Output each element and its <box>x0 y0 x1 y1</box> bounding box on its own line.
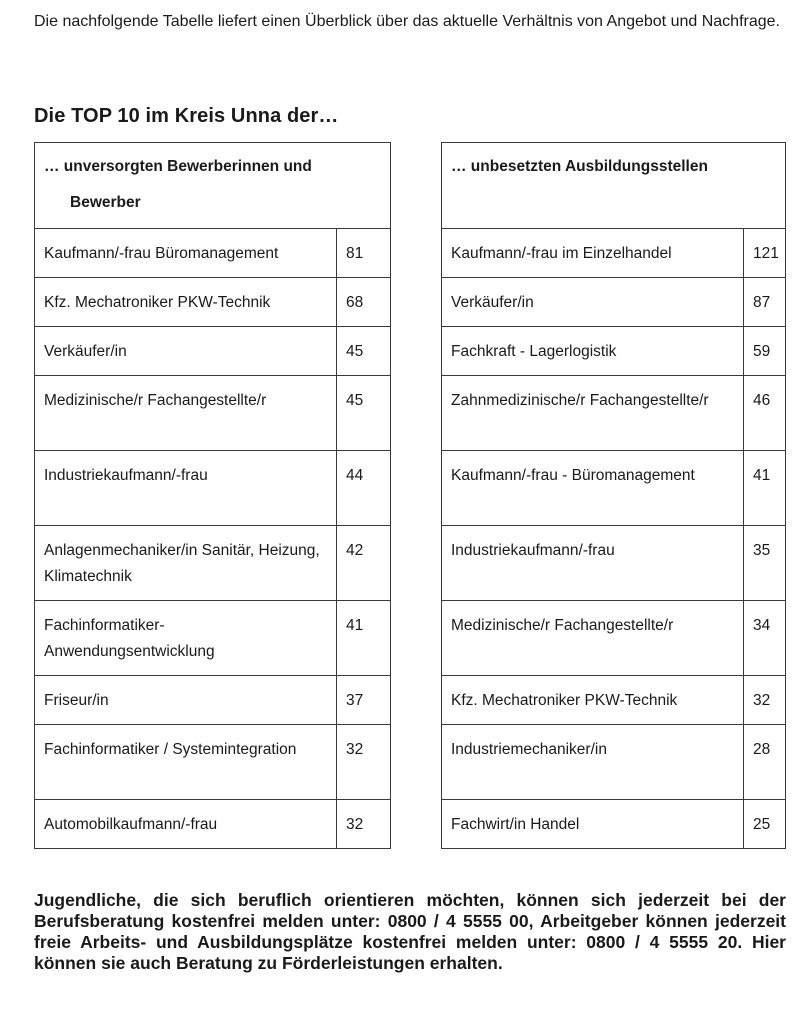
table-row <box>442 229 786 278</box>
count-cell: 45 <box>337 327 391 376</box>
table-row <box>35 229 391 278</box>
table-row <box>35 376 391 451</box>
count-cell: 35 <box>744 526 786 601</box>
count-cell: 59 <box>744 327 786 376</box>
top10-unplaced-applicants-table <box>34 142 391 849</box>
intro-text: Die nachfolgende Tabelle liefert einen Überblick über das aktuelle Verhältnis von Angebot und Nachfrage. <box>34 13 780 30</box>
table-row <box>442 800 786 849</box>
occupation-cell: Verkäufer/in <box>442 278 744 327</box>
table-row <box>35 327 391 376</box>
table-body-right <box>442 229 786 849</box>
count-cell: 25 <box>744 800 786 849</box>
count-cell: 46 <box>744 376 786 451</box>
header-line-2: Bewerber <box>70 194 141 211</box>
occupation-cell: Kfz. Mechatroniker PKW-Technik <box>442 676 744 725</box>
table-body-left <box>35 229 391 849</box>
table-row <box>442 725 786 800</box>
table-row <box>35 676 391 725</box>
count-cell: 32 <box>744 676 786 725</box>
table-row <box>442 327 786 376</box>
table-row <box>442 451 786 526</box>
table-row <box>442 601 786 676</box>
table-row <box>442 676 786 725</box>
count-cell: 41 <box>337 601 391 676</box>
occupation-cell: Friseur/in <box>35 676 337 725</box>
occupation-cell: Kfz. Mechatroniker PKW-Technik <box>35 278 337 327</box>
count-cell: 81 <box>337 229 391 278</box>
count-cell: 44 <box>337 451 391 526</box>
occupation-cell: Fachinformatiker / Systemintegration <box>35 725 337 800</box>
header-line-1: … unversorgten Bewerberinnen und <box>44 158 312 175</box>
count-cell: 32 <box>337 800 391 849</box>
table-row <box>442 526 786 601</box>
occupation-cell: Industriemechaniker/in <box>442 725 744 800</box>
footer-contact-text: Jugendliche, die sich beruflich orientieren möchten, können sich jederzeit bei der Berufsberatung kostenfrei melden unter: 0800 / 4 5555 00, Arbeitgeber können jederzeit freie Arbeits- und Ausbildungsplätze kostenfrei melden unter: 0800 / 4 5555 20. Hier können sie auch Beratung zu Förderleistungen erhalten. <box>34 890 786 973</box>
occupation-cell: Anlagenmechaniker/in Sanitär, Heizung, Klimatechnik <box>35 526 337 601</box>
count-cell: 34 <box>744 601 786 676</box>
header-line-1: … unbesetzten Ausbildungsstellen <box>451 158 708 175</box>
count-cell: 45 <box>337 376 391 451</box>
occupation-cell: Fachwirt/in Handel <box>442 800 744 849</box>
top10-vacant-apprenticeships-table <box>441 142 786 849</box>
table-row <box>35 725 391 800</box>
count-cell: 87 <box>744 278 786 327</box>
table-row <box>35 451 391 526</box>
table-row <box>442 376 786 451</box>
occupation-cell: Kaufmann/-frau Büromanagement <box>35 229 337 278</box>
occupation-cell: Industriekaufmann/-frau <box>442 526 744 601</box>
count-cell: 32 <box>337 725 391 800</box>
occupation-cell: Verkäufer/in <box>35 327 337 376</box>
occupation-cell: Zahnmedizinische/r Fachangestellte/r <box>442 376 744 451</box>
table-row <box>35 278 391 327</box>
section-heading: Die TOP 10 im Kreis Unna der… <box>34 105 339 127</box>
occupation-cell: Medizinische/r Fachangestellte/r <box>442 601 744 676</box>
occupation-cell: Medizinische/r Fachangestellte/r <box>35 376 337 451</box>
count-cell: 42 <box>337 526 391 601</box>
table-row <box>35 601 391 676</box>
table-header-vacant-apprenticeships <box>442 143 786 229</box>
count-cell: 37 <box>337 676 391 725</box>
table-row <box>35 526 391 601</box>
occupation-cell: Automobilkaufmann/-frau <box>35 800 337 849</box>
occupation-cell: Kaufmann/-frau - Büromanagement <box>442 451 744 526</box>
table-row <box>442 278 786 327</box>
occupation-cell: Industriekaufmann/-frau <box>35 451 337 526</box>
occupation-cell: Kaufmann/-frau im Einzelhandel <box>442 229 744 278</box>
count-cell: 28 <box>744 725 786 800</box>
table-row <box>35 800 391 849</box>
count-cell: 41 <box>744 451 786 526</box>
occupation-cell: Fachkraft - Lagerlogistik <box>442 327 744 376</box>
occupation-cell: Fachinformatiker- Anwendungsentwicklung <box>35 601 337 676</box>
table-header-unplaced-applicants <box>35 143 391 229</box>
count-cell: 68 <box>337 278 391 327</box>
count-cell: 121 <box>744 229 786 278</box>
